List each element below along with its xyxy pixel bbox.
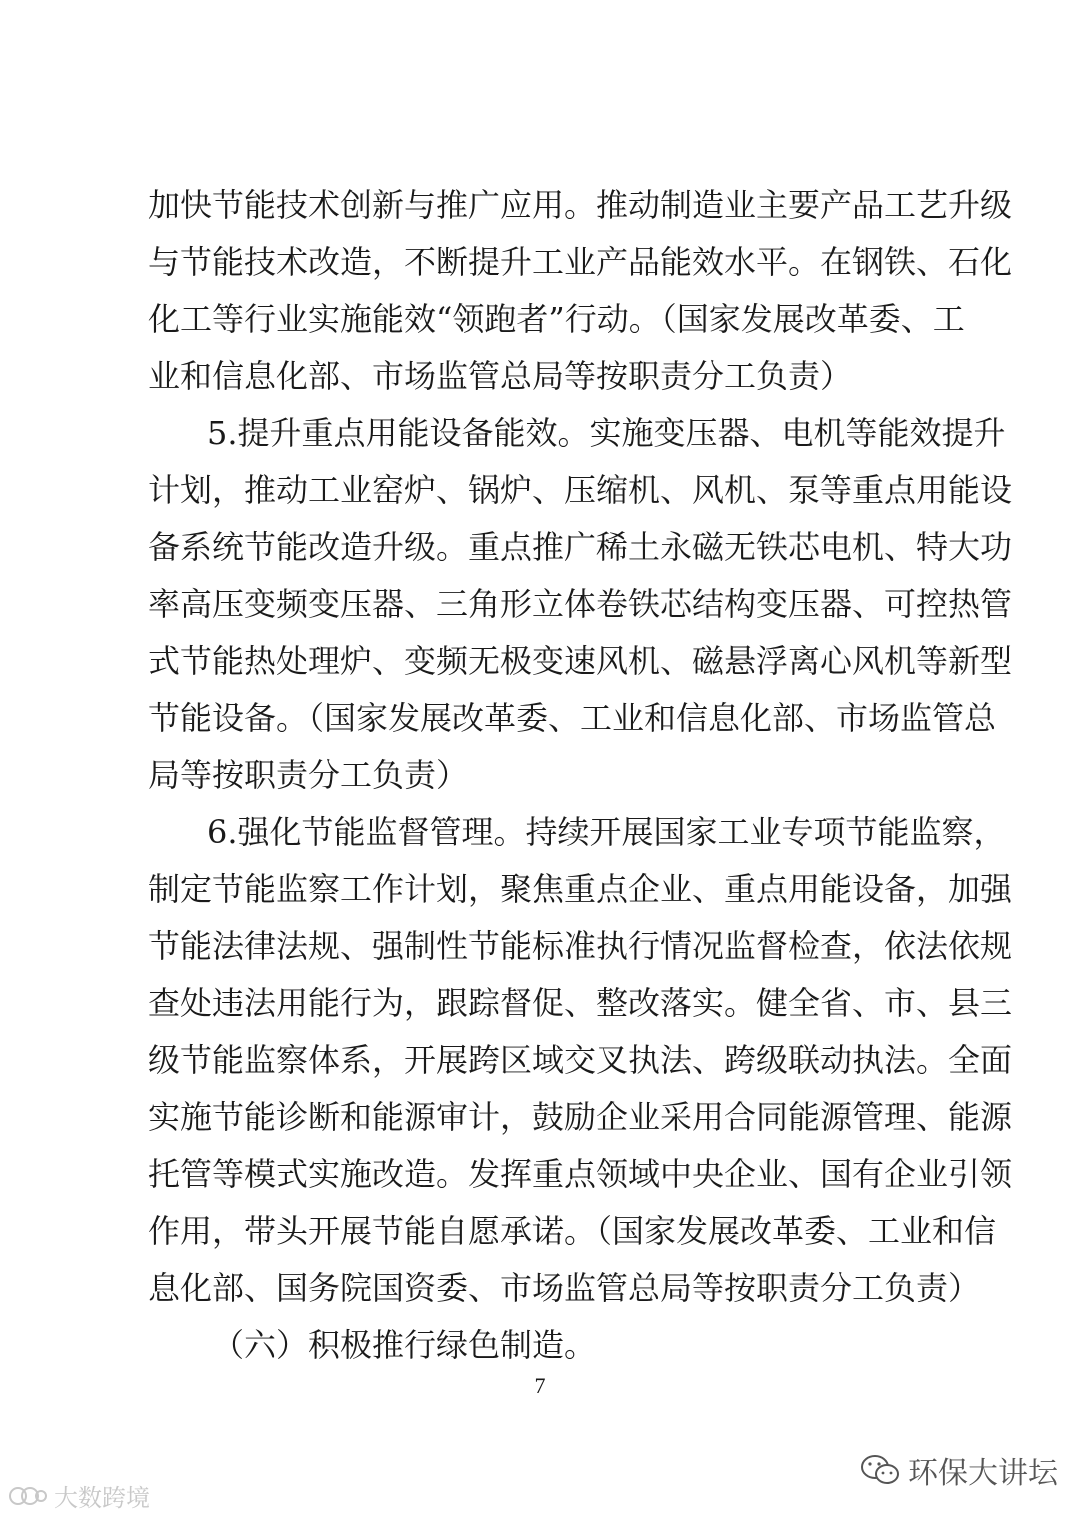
text-line: 查处违法用能行为，跟踪督促、整改落实。健全省、市、县三: [148, 984, 1013, 1022]
text-line: 5.提升重点用能设备能效。实施变压器、电机等能效提升: [207, 414, 1006, 452]
text-line: 率高压变频变压器、三角形立体卷铁芯结构变压器、可控热管: [148, 585, 1013, 623]
text-line: 实施节能诊断和能源审计，鼓励企业采用合同能源管理、能源: [148, 1098, 1013, 1136]
text-line: 息化部、国务院国资委、市场监管总局等按职责分工负责）: [148, 1269, 981, 1307]
watermark-right: [860, 1448, 1058, 1492]
text-line: 节能设备。（国家发展改革委、工业和信息化部、市场监管总: [148, 699, 997, 737]
text-line: 式节能热处理炉、变频无极变速风机、磁悬浮离心风机等新型: [148, 642, 1013, 680]
watermark-left: [8, 1478, 150, 1513]
text-line: 加快节能技术创新与推广应用。推动制造业主要产品工艺升级: [148, 186, 1013, 224]
watermark-left-text: 大数跨境: [54, 1484, 150, 1512]
text-line: 级节能监察体系，开展跨区域交叉执法、跨级联动执法。全面: [148, 1041, 1013, 1079]
text-line: 局等按职责分工负责）: [148, 756, 469, 794]
text-line: 与节能技术改造，不断提升工业产品能效水平。在钢铁、石化: [148, 243, 1013, 281]
page-number: 7: [534, 1373, 546, 1398]
section-heading: （六）积极推行绿色制造。: [212, 1326, 597, 1364]
text-line: 化工等行业实施能效“领跑者”行动。（国家发展改革委、工: [148, 300, 965, 338]
text-line: 计划，推动工业窑炉、锅炉、压缩机、风机、泵等重点用能设: [148, 471, 1013, 509]
text-line: 托管等模式实施改造。发挥重点领域中央企业、国有企业引领: [148, 1155, 1013, 1193]
text-line: 作用，带头开展节能自愿承诺。（国家发展改革委、工业和信: [148, 1212, 997, 1250]
watermark-right-text: 环保大讲坛: [908, 1456, 1058, 1491]
text-line: 6.强化节能监督管理。持续开展国家工业专项节能监察，: [207, 813, 1006, 851]
text-line: 节能法律法规、强制性节能标准执行情况监督检查，依法依规: [148, 927, 1013, 965]
text-line: 备系统节能改造升级。重点推广稀土永磁无铁芯电机、特大功: [148, 528, 1013, 566]
text-line: 制定节能监察工作计划，聚焦重点企业、重点用能设备，加强: [148, 870, 1013, 908]
logo-icon: [8, 1483, 48, 1509]
text-line: 业和信息化部、市场监管总局等按职责分工负责）: [148, 357, 853, 395]
wechat-icon: [860, 1453, 900, 1487]
